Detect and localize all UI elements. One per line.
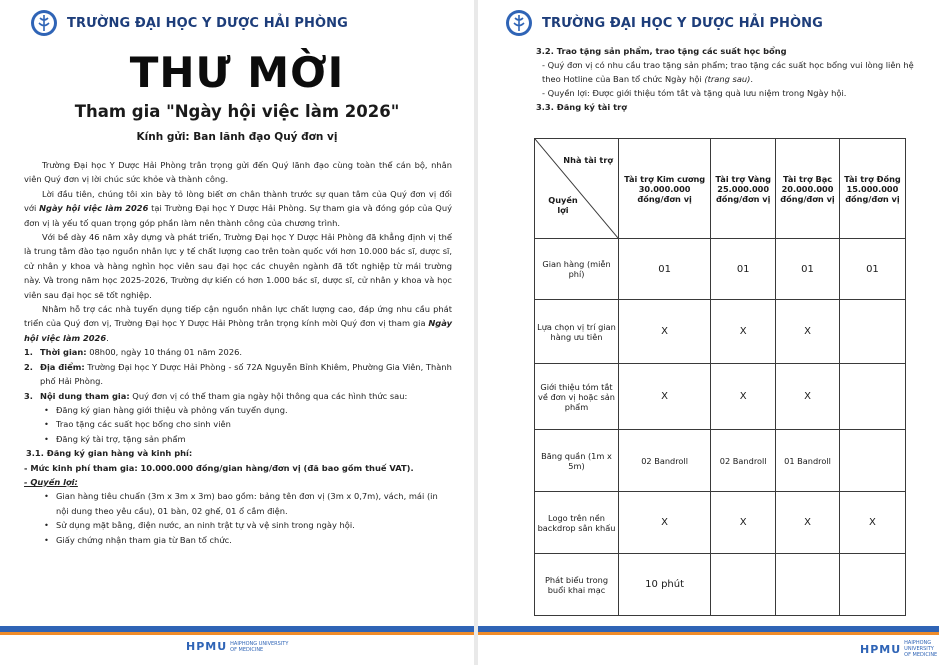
table-row — [535, 300, 906, 364]
tier-header — [839, 139, 905, 239]
table-row — [535, 430, 906, 492]
footer-logo-sub — [904, 640, 939, 658]
table-cell: 01 — [619, 239, 711, 300]
table-cell: X — [711, 492, 776, 554]
table-row — [535, 239, 906, 300]
table-cell — [776, 554, 840, 616]
item-number: 1. — [24, 347, 33, 358]
sponsorship-text — [536, 44, 916, 114]
corner-top-label: Nhà tài trợ — [563, 155, 613, 165]
benefit-line: - Quyền lợi: Được giới thiệu tóm tắt và tặng quà lưu niệm trong Ngày hội. — [542, 88, 847, 98]
sponsorship-table — [534, 138, 906, 616]
table-cell: X — [711, 364, 776, 430]
page-subtitle: Tham gia "Ngày hội việc làm 2026" — [74, 102, 400, 121]
table-cell: 01 — [839, 239, 905, 300]
form-text: Đăng ký gian hàng giới thiệu và phỏng vấn tuyển dụng. — [56, 404, 288, 415]
benefit-label: Logo trên nền backdrop sân khấu — [535, 492, 619, 554]
tier-amount: 15.000.000 — [846, 183, 899, 194]
benefit-text: Sử dụng mặt bằng, điện nước, an ninh trật tự và vệ sinh trong ngày hội. — [56, 520, 355, 531]
table-cell — [839, 554, 905, 616]
form-text: Trao tặng các suất học bổng cho sinh viên — [56, 419, 231, 430]
bullet-icon: • — [44, 419, 49, 430]
item-content — [24, 389, 452, 403]
paragraph-invite — [24, 302, 452, 345]
bullet-icon: • — [44, 404, 49, 415]
bullet-icon: • — [44, 433, 49, 444]
table-cell: X — [776, 364, 840, 430]
footer-logo-sub-2: OF MEDICINE — [230, 646, 264, 653]
footer-logo — [860, 640, 939, 658]
footer-logo-text: HPMU — [186, 640, 228, 653]
page-footer — [478, 626, 939, 665]
footer-logo — [186, 640, 288, 653]
table-cell: X — [776, 300, 840, 364]
tier-unit: đồng/đơn vị — [780, 193, 835, 204]
benefit-item — [24, 518, 452, 532]
tier-unit: đồng/đơn vị — [637, 193, 692, 204]
tier-name: Tài trợ Vàng — [715, 173, 771, 184]
table-row — [535, 554, 906, 616]
item-label: Nội dung tham gia: — [40, 390, 130, 401]
table-cell: 10 phút — [619, 554, 711, 616]
letter-body — [24, 158, 452, 547]
paragraph-thanks — [24, 187, 452, 230]
benefit-text: Giấy chứng nhận tham gia từ Ban tổ chức. — [56, 534, 232, 545]
footer-stripe — [0, 632, 474, 635]
form-item — [24, 432, 452, 446]
table-cell: 01 Bandroll — [776, 430, 840, 492]
item-label: Địa điểm: — [40, 361, 85, 372]
benefit-label: Gian hàng (miễn phí) — [535, 239, 619, 300]
benefit-text: Gian hàng tiêu chuẩn (3m x 3m x 3m) bao gồm: bảng tên đơn vị (3m x 0,7m), vách, mái (in nội dung theo yêu cầu), 01 bàn, 02 ghế, 01 ổ cắm điện. — [56, 491, 438, 516]
benefit-label: Phát biểu trong buổi khai mạc — [535, 554, 619, 616]
page-header — [30, 6, 348, 40]
greeting: Kính gửi: Ban lãnh đạo Quý đơn vị — [136, 131, 338, 143]
form-text: Đăng ký tài trợ, tặng sản phẩm — [56, 433, 186, 444]
tier-unit: đồng/đơn vị — [845, 193, 900, 204]
footer-logo-sub-1: HAIPHONG UNIVERSITY — [230, 640, 289, 647]
table-cell — [711, 554, 776, 616]
text-run-italic: (trang sau) — [704, 74, 751, 84]
table-cell: X — [619, 364, 711, 430]
tier-amount: 20.000.000 — [781, 183, 834, 194]
item-text: Quý đơn vị có thể tham gia ngày hội thông qua các hình thức sau: — [129, 390, 408, 401]
footer-logo-text: HPMU — [860, 642, 902, 656]
form-item — [24, 417, 452, 431]
section-3-3-heading: 3.3. Đăng ký tài trợ — [536, 102, 627, 112]
tier-name: Tài trợ Bạc — [782, 173, 833, 184]
table-cell — [839, 300, 905, 364]
paragraph-history: Với bề dày 46 năm xây dựng và phát triển, Trường Đại học Y Dược Hải Phòng đã khẳng định vị thế là trung tâm đào tạo nguồn nhân lực y tế chất lượng cao trên toàn quốc với hơn 10.000 bác sĩ, dược sĩ, cử nhân y khoa và hàng nghìn học viên sau đại học các chuyên ngành đã tốt nghiệp từ mái trường này. Và trong năm học 2025-2026, Trường dự kiến có hơn 1.000 bác sĩ, dược sĩ, cử nhân y khoa và học viên sau đại học sẽ tốt nghiệp. — [24, 232, 452, 300]
benefit-item — [24, 533, 452, 547]
table-cell: X — [839, 492, 905, 554]
text-run: . — [750, 74, 754, 84]
item-label: Thời gian: — [40, 347, 87, 358]
school-name: TRƯỜNG ĐẠI HỌC Y DƯỢC HẢI PHÒNG — [67, 15, 348, 31]
page-header — [505, 6, 823, 40]
benefits-label: - Quyền lợi: — [24, 476, 78, 487]
tier-header — [619, 139, 711, 239]
corner-cell — [535, 139, 619, 239]
tier-name: Tài trợ Kim cương — [624, 173, 706, 184]
university-logo-icon — [505, 9, 533, 37]
text-run: - Quý đơn vị có nhu cầu trao tặng sản phẩm; trao tặng các suất học bổng vui lòng liên hệ theo Hotline của Ban tổ chức Ngày hội — [542, 60, 914, 84]
invitation-page-right — [478, 0, 939, 665]
item-number: 2. — [24, 361, 33, 372]
footer-logo-sub — [230, 641, 288, 653]
section-3-2-heading: 3.2. Trao tặng sản phẩm, trao tặng các suất học bổng — [536, 46, 787, 56]
bullet-icon: • — [44, 491, 49, 502]
event-name: Ngày hội việc làm 2026 — [24, 318, 452, 343]
table-cell: 01 — [776, 239, 840, 300]
text-run: tại Trường Đại học Y Dược Hải Phòng. Sự tham gia và đóng góp của Quý đơn vị là yếu tố quan trọng góp phần làm nên thành công của chương trình. — [24, 203, 452, 228]
footer-stripe — [478, 632, 939, 635]
text-run: Lời đầu tiên, chúng tôi xin bày tỏ lòng biết ơn chân thành trước sự quan tâm của Quý đơn vị đối với — [24, 188, 452, 214]
form-item — [24, 403, 452, 417]
text-run: Nhằm hỗ trợ các nhà tuyển dụng tiếp cận nguồn nhân lực chất lượng cao, đáp ứng nhu cầu phát triển của Quý đơn vị, Trường Đại học Y Dược Hải Phòng trân trọng kính mời Quý đơn vị tham gia — [24, 304, 452, 329]
table-cell: 01 — [711, 239, 776, 300]
benefit-item — [24, 489, 452, 518]
footer-logo-sub-2: OF MEDICINE — [904, 652, 938, 658]
bullet-icon: • — [44, 534, 49, 545]
tier-header — [776, 139, 840, 239]
footer-logo-sub-1: HAIPHONG UNIVERSITY — [904, 640, 934, 652]
tier-amount: 25.000.000 — [717, 183, 770, 194]
bullet-icon: • — [44, 520, 49, 531]
benefit-label: Giới thiệu tóm tắt về đơn vị hoặc sản phẩm — [535, 364, 619, 430]
table-cell: X — [619, 492, 711, 554]
table-cell — [839, 430, 905, 492]
tier-name: Tài trợ Đồng — [844, 173, 901, 184]
table-header-row — [535, 139, 906, 239]
table-cell: 02 Bandroll — [619, 430, 711, 492]
table-cell: X — [776, 492, 840, 554]
item-text: 08h00, ngày 10 tháng 01 năm 2026. — [86, 347, 243, 358]
table-cell: 02 Bandroll — [711, 430, 776, 492]
university-logo-icon — [30, 9, 58, 37]
benefit-label: Băng quần (1m x 5m) — [535, 430, 619, 492]
text-run: . — [106, 332, 109, 343]
item-text: Trường Đại học Y Dược Hải Phòng - số 72A Nguyễn Bỉnh Khiêm, Phường Gia Viên, Thành phố Hải Phòng. — [40, 361, 452, 387]
table-cell: X — [619, 300, 711, 364]
item-time — [24, 345, 452, 359]
school-name: TRƯỜNG ĐẠI HỌC Y DƯỢC HẢI PHÒNG — [542, 15, 823, 31]
benefit-label: Lựa chọn vị trí gian hàng ưu tiên — [535, 300, 619, 364]
tier-unit: đồng/đơn vị — [715, 193, 771, 204]
page-footer — [0, 626, 474, 665]
table-row — [535, 364, 906, 430]
table-cell: X — [711, 300, 776, 364]
page-title: THƯ MỜI — [129, 48, 345, 97]
table-cell — [839, 364, 905, 430]
diagonal-line — [535, 139, 618, 238]
fee-line: - Mức kinh phí tham gia: 10.000.000 đồng/gian hàng/đơn vị (đã bao gồm thuế VAT). — [24, 462, 414, 473]
table-row — [535, 492, 906, 554]
section-3-1-heading: 3.1. Đăng ký gian hàng và kinh phí: — [26, 448, 193, 459]
item-number: 3. — [24, 390, 33, 401]
paragraph-greeting: Trường Đại học Y Dược Hải Phòng trân trọng gửi đến Quý lãnh đạo cùng toàn thể cán bộ, nhân viên Quý đơn vị lời chúc sức khỏe và thành công. — [24, 160, 452, 185]
corner-bottom-label: Quyền lợi — [548, 195, 578, 215]
product-line — [536, 58, 916, 86]
item-location — [24, 360, 452, 389]
tier-header — [711, 139, 776, 239]
tier-amount: 30.000.000 — [638, 183, 691, 194]
event-name: Ngày hội việc làm 2026 — [39, 203, 149, 214]
